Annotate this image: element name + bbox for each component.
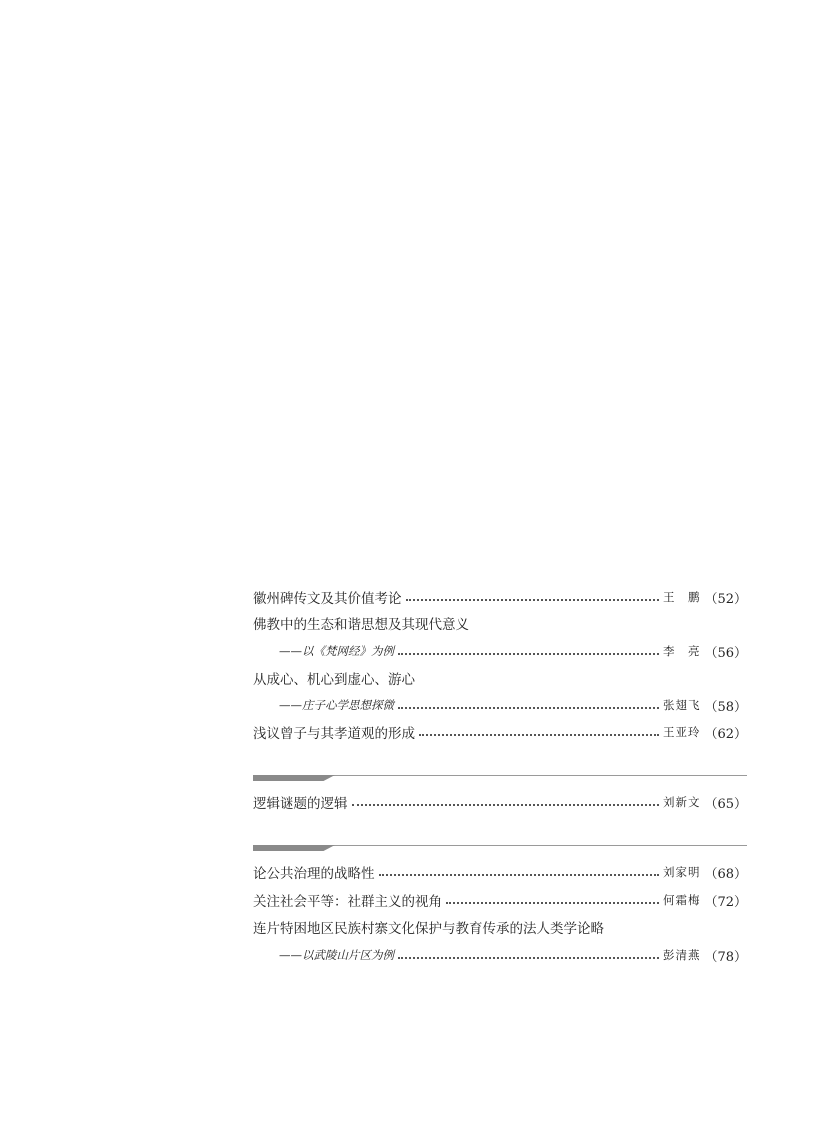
table-of-contents [253, 0, 747, 1123]
toc-entry-heading[interactable] [253, 916, 604, 938]
dot-leader [398, 707, 659, 709]
dot-leader [446, 902, 659, 904]
entry-page: （72） [704, 894, 747, 910]
divider-bar [253, 775, 335, 781]
entry-author: 王亚玲 [662, 725, 701, 739]
divider-bar [253, 845, 335, 851]
entry-title: 连片特困地区民族村寨文化保护与教育传承的法人类学论略 [253, 921, 604, 937]
dot-leader [398, 957, 659, 959]
entry-page: （62） [704, 726, 747, 742]
dot-leader [352, 804, 659, 806]
dot-leader [406, 599, 659, 601]
dot-leader [419, 734, 659, 736]
entry-subtitle: ——以武陵山片区为例 [279, 948, 394, 962]
entry-title: 佛教中的生态和谐思想及其现代意义 [253, 617, 469, 633]
toc-entry[interactable] [253, 791, 747, 813]
entry-title: 论公共治理的战略性 [253, 866, 375, 882]
toc-entry[interactable] [253, 721, 747, 743]
entry-page: （52） [704, 591, 747, 607]
entry-author: 刘家明 [662, 865, 701, 879]
entry-title: 浅议曾子与其孝道观的形成 [253, 726, 415, 742]
entry-title: 关注社会平等：社群主义的视角 [253, 894, 442, 910]
entry-page: （56） [704, 645, 747, 661]
toc-entry-heading[interactable] [253, 612, 469, 634]
entry-page: （65） [704, 796, 747, 812]
entry-title: 从成心、机心到虚心、游心 [253, 672, 415, 688]
entry-author: 王 鹏 [662, 590, 701, 604]
section-divider [253, 845, 747, 853]
toc-entry-subtitle[interactable] [279, 944, 747, 966]
dot-leader [379, 874, 659, 876]
entry-author: 李 亮 [662, 644, 701, 658]
entry-author: 张翅飞 [662, 698, 701, 712]
dot-leader [398, 653, 659, 655]
toc-entry-heading[interactable] [253, 667, 415, 689]
entry-page: （78） [704, 949, 747, 965]
entry-author: 彭清燕 [662, 948, 701, 962]
toc-entry[interactable] [253, 586, 747, 608]
entry-title: 逻辑谜题的逻辑 [253, 796, 348, 812]
section-divider [253, 775, 747, 783]
entry-page: （58） [704, 699, 747, 715]
toc-entry[interactable] [253, 861, 747, 883]
toc-entry-subtitle[interactable] [279, 694, 747, 716]
entry-author: 刘新文 [662, 795, 701, 809]
toc-entry[interactable] [253, 889, 747, 911]
entry-author: 何霜梅 [662, 893, 701, 907]
entry-page: （68） [704, 866, 747, 882]
entry-title: 徽州碑传文及其价值考论 [253, 591, 402, 607]
entry-subtitle: ——庄子心学思想探微 [279, 698, 394, 712]
toc-entry-subtitle[interactable] [279, 640, 747, 662]
entry-subtitle: ——以《梵网经》为例 [279, 644, 394, 658]
